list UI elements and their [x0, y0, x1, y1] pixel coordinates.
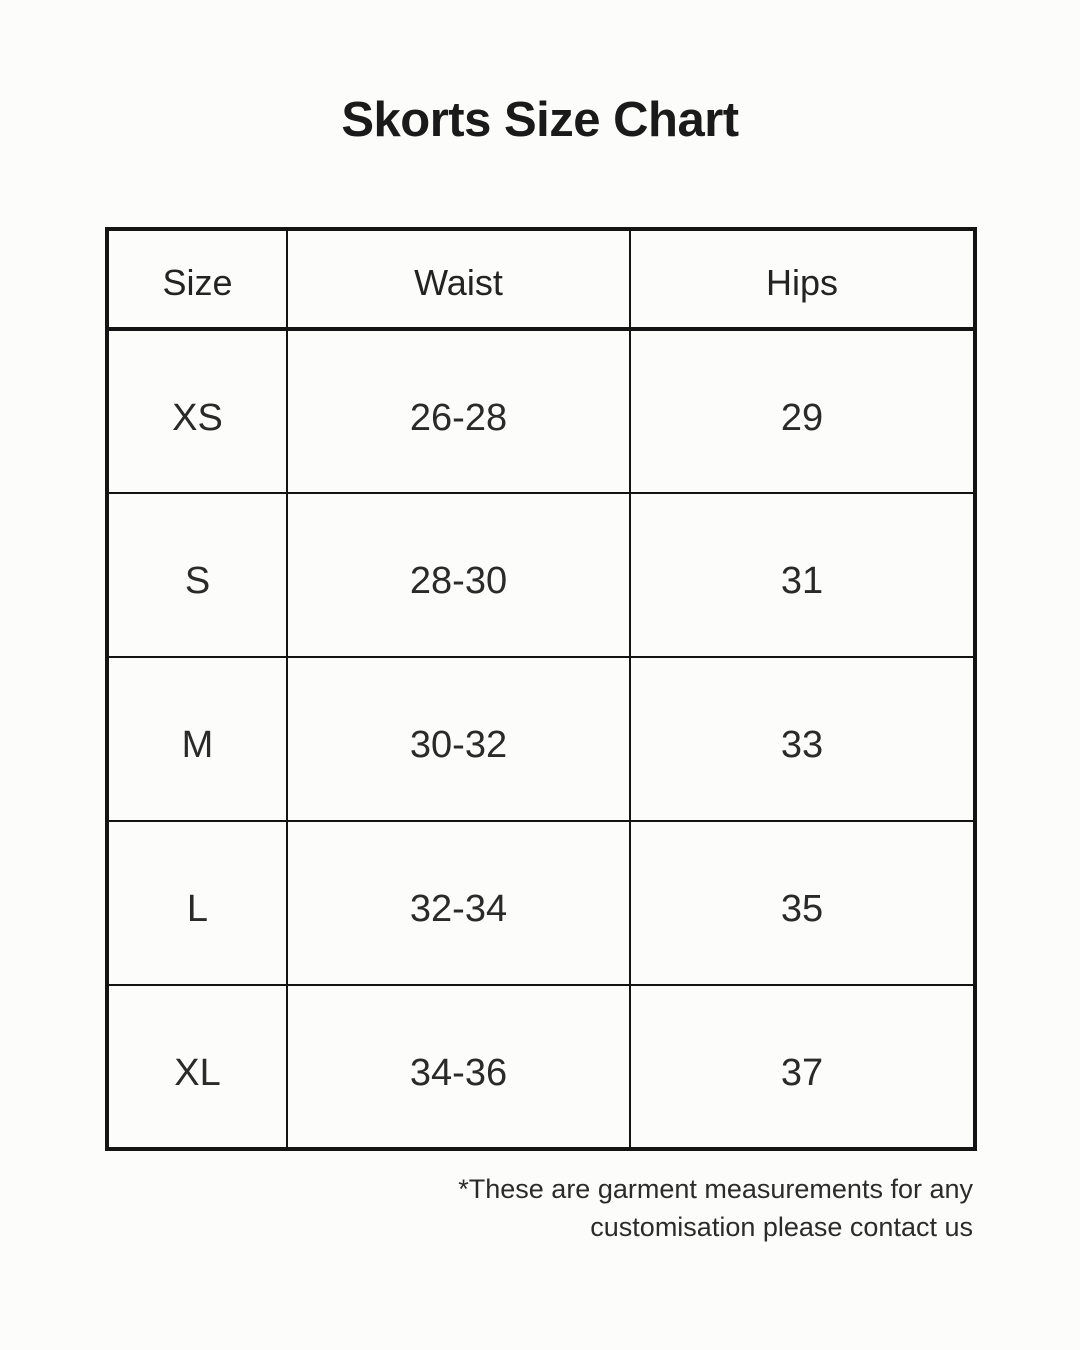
cell-hips: 37 — [630, 985, 975, 1149]
cell-hips: 29 — [630, 329, 975, 493]
col-header-size: Size — [107, 229, 287, 329]
table-row — [107, 821, 975, 985]
size-chart-table — [105, 227, 977, 1151]
cell-hips: 35 — [630, 821, 975, 985]
col-header-hips: Hips — [630, 229, 975, 329]
col-header-waist: Waist — [287, 229, 630, 329]
cell-size: XL — [107, 985, 287, 1149]
cell-size: XS — [107, 329, 287, 493]
page-title: Skorts Size Chart — [341, 93, 739, 147]
table-row — [107, 985, 975, 1149]
table-row — [107, 493, 975, 657]
footnote-line-1: *These are garment measurements for any — [458, 1174, 973, 1204]
cell-hips: 33 — [630, 657, 975, 821]
footnote-line-2: customisation please contact us — [590, 1212, 973, 1242]
table-row — [107, 657, 975, 821]
cell-waist: 28-30 — [287, 493, 630, 657]
cell-size: M — [107, 657, 287, 821]
cell-waist: 26-28 — [287, 329, 630, 493]
table-body — [107, 329, 975, 1149]
table-row — [107, 329, 975, 493]
cell-waist: 32-34 — [287, 821, 630, 985]
cell-hips: 31 — [630, 493, 975, 657]
header-row — [107, 229, 975, 329]
cell-size: L — [107, 821, 287, 985]
cell-size: S — [107, 493, 287, 657]
cell-waist: 34-36 — [287, 985, 630, 1149]
table-header — [107, 229, 975, 329]
cell-waist: 30-32 — [287, 657, 630, 821]
footnote — [458, 1170, 973, 1246]
